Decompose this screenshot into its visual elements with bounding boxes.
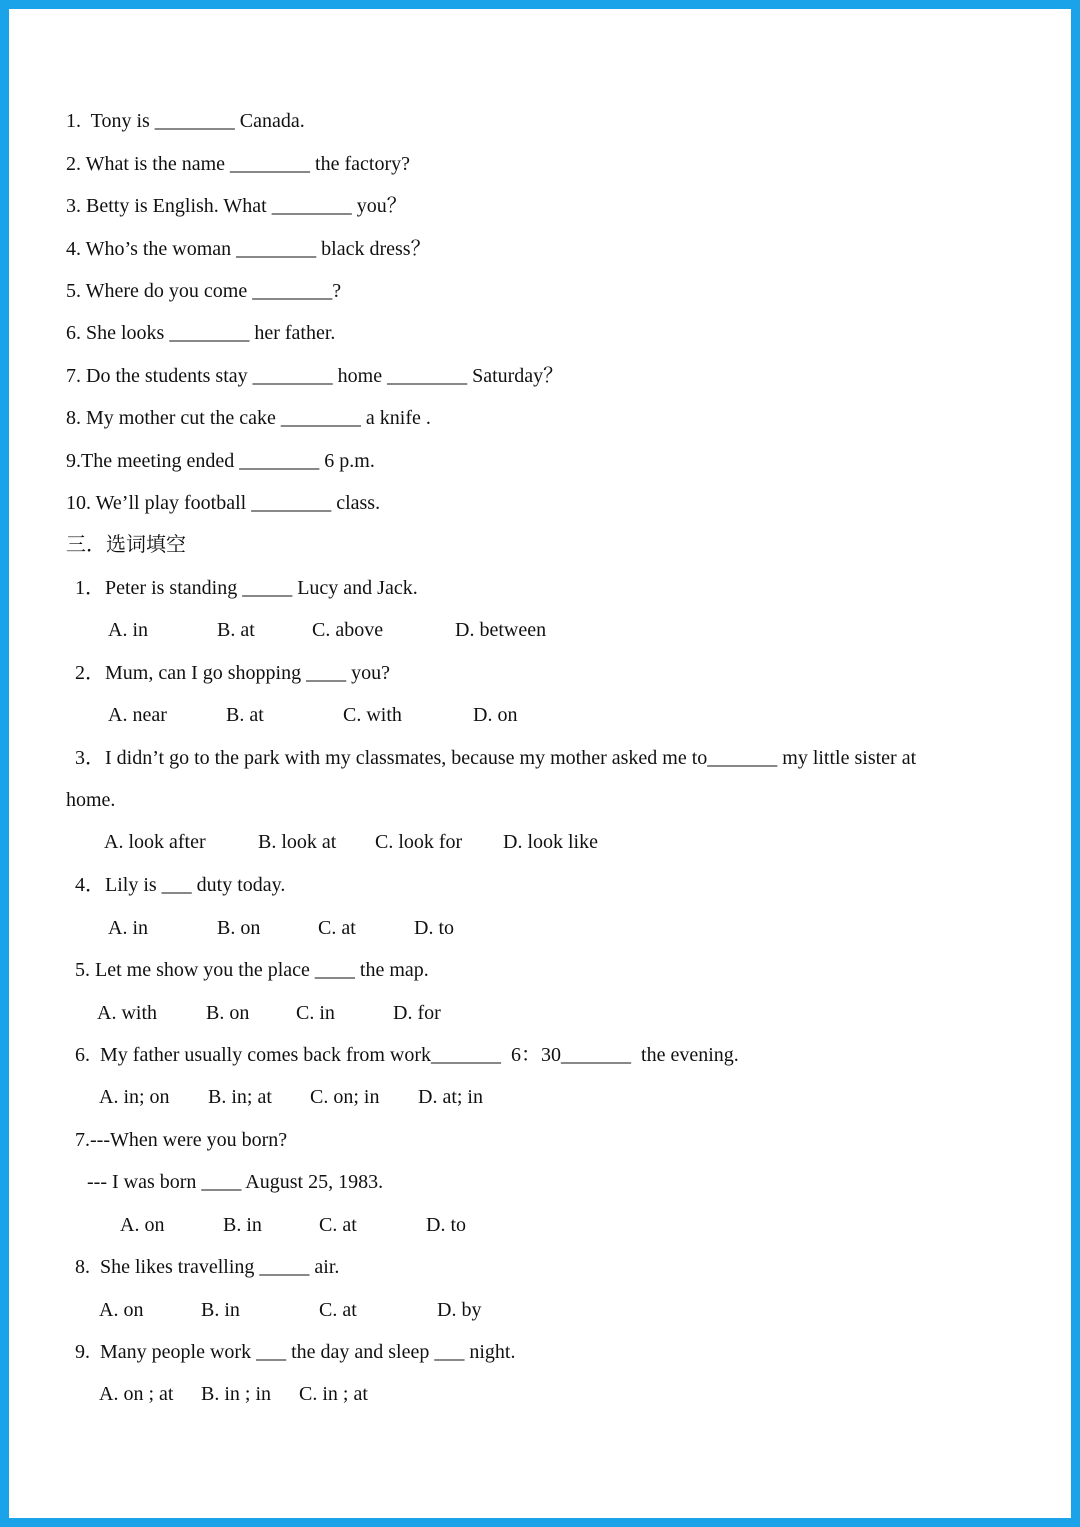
fill-item-1: 1. Tony is ________ Canada. — [66, 110, 305, 132]
question-5-stem: 5. Let me show you the place ____ the map. — [75, 959, 429, 981]
fill-item-7: 7. Do the students stay ________ home ________ Saturday？ — [66, 365, 564, 387]
q9-option-b: B. in ; in — [201, 1383, 272, 1405]
section-3-title: 三．选词填空 — [66, 534, 186, 556]
q4-option-b: B. on — [217, 917, 261, 939]
question-1-stem: 1．Peter is standing _____ Lucy and Jack. — [75, 577, 418, 599]
q3-option-d: D. look like — [503, 831, 598, 853]
fill-item-8: 8. My mother cut the cake ________ a knife . — [66, 407, 431, 429]
q5-option-a: A. with — [97, 1002, 157, 1024]
q2-option-c: C. with — [343, 704, 402, 726]
q2-option-a: A. near — [108, 704, 167, 726]
q6-option-c: C. on; in — [310, 1086, 380, 1108]
q8-option-b: B. in — [201, 1299, 240, 1321]
fill-item-4: 4. Who’s the woman ________ black dress？ — [66, 238, 431, 260]
q7-option-a: A. on — [120, 1214, 165, 1236]
q1-option-c: C. above — [312, 619, 384, 641]
q1-option-a: A. in — [108, 619, 148, 641]
q9-option-a: A. on ; at — [99, 1383, 174, 1405]
q1-option-b: B. at — [217, 619, 255, 641]
q3-option-a: A. look after — [104, 831, 206, 853]
fill-item-10: 10. We’ll play football ________ class. — [66, 492, 381, 514]
question-8-stem: 8. She likes travelling _____ air. — [75, 1256, 340, 1278]
q1-option-d: D. between — [455, 619, 547, 641]
q3-option-b: B. look at — [258, 831, 337, 853]
question-3-stem-continued: home. — [66, 789, 116, 811]
question-3-stem: 3．I didn’t go to the park with my classmates, because my mother asked me to_______ my little sister at — [75, 747, 917, 769]
q9-option-c: C. in ; at — [299, 1383, 368, 1405]
q7-option-c: C. at — [319, 1214, 357, 1236]
fill-item-9: 9.The meeting ended ________ 6 p.m. — [66, 450, 375, 472]
question-9-stem: 9. Many people work ___ the day and sleep ___ night. — [75, 1341, 516, 1363]
question-6-stem: 6. My father usually comes back from work_______ 6：30_______ the evening. — [75, 1044, 739, 1066]
q6-option-d: D. at; in — [418, 1086, 483, 1108]
q5-option-d: D. for — [393, 1002, 441, 1024]
question-2-stem: 2．Mum, can I go shopping ____ you? — [75, 662, 390, 684]
q7-option-d: D. to — [426, 1214, 466, 1236]
q5-option-b: B. on — [206, 1002, 250, 1024]
q8-option-d: D. by — [437, 1299, 482, 1321]
question-4-stem: 4．Lily is ___ duty today. — [75, 874, 286, 896]
fill-item-3: 3. Betty is English. What ________ you？ — [66, 195, 407, 217]
fill-item-2: 2. What is the name ________ the factory? — [66, 153, 410, 175]
fill-item-6: 6. She looks ________ her father. — [66, 322, 336, 344]
q2-option-b: B. at — [226, 704, 264, 726]
q4-option-a: A. in — [108, 917, 148, 939]
q7-option-b: B. in — [223, 1214, 262, 1236]
question-7-stem: 7.---When were you born? — [75, 1129, 288, 1151]
q8-option-c: C. at — [319, 1299, 357, 1321]
q6-option-a: A. in; on — [99, 1086, 170, 1108]
q6-option-b: B. in; at — [208, 1086, 272, 1108]
fill-item-5: 5. Where do you come ________? — [66, 280, 342, 302]
q5-option-c: C. in — [296, 1002, 335, 1024]
q3-option-c: C. look for — [375, 831, 463, 853]
q8-option-a: A. on — [99, 1299, 144, 1321]
q2-option-d: D. on — [473, 704, 518, 726]
q4-option-d: D. to — [414, 917, 454, 939]
question-7-answer-line: --- I was born ____ August 25, 1983. — [87, 1171, 384, 1193]
q4-option-c: C. at — [318, 917, 356, 939]
